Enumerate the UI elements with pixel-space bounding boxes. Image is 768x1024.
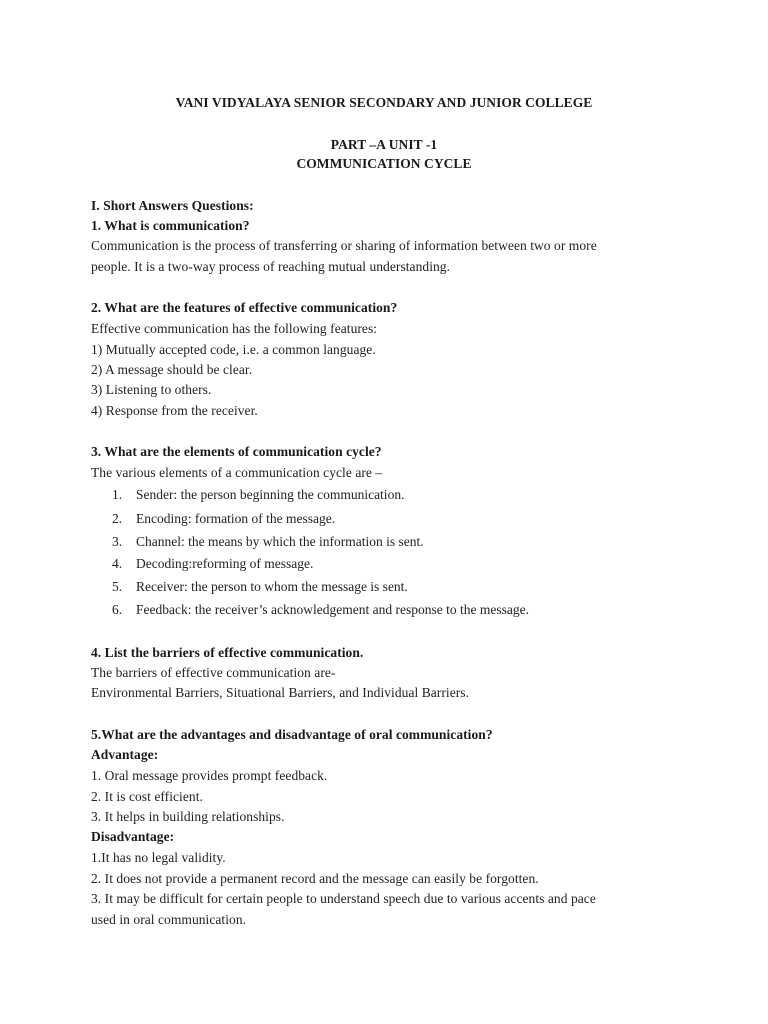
- question-4: 4. List the barriers of effective communication.: [91, 645, 364, 660]
- answer-3-intro: The various elements of a communication cycle are –: [91, 465, 383, 480]
- answer-2-intro: Effective communication has the following features:: [91, 321, 378, 336]
- feature-item: 1) Mutually accepted code, i.e. a common language.: [91, 342, 376, 357]
- disadvantage-item: 2. It does not provide a permanent record and the message can easily be forgotten.: [91, 871, 539, 886]
- list-item-number: 3.: [112, 534, 123, 549]
- question-5: 5.What are the advantages and disadvantage of oral communication?: [91, 727, 493, 742]
- school-title: VANI VIDYALAYA SENIOR SECONDARY AND JUNIOR COLLEGE: [175, 95, 593, 110]
- disadvantage-heading: Disadvantage:: [91, 829, 175, 844]
- answer-1-line: Communication is the process of transferring or sharing of information between two or more: [91, 238, 597, 253]
- question-3: 3. What are the elements of communication cycle?: [91, 444, 382, 459]
- question-1: 1. What is communication?: [91, 218, 250, 233]
- question-2: 2. What are the features of effective communication?: [91, 300, 398, 315]
- part-unit-heading: PART –A UNIT -1: [330, 137, 438, 152]
- feature-item: 3) Listening to others.: [91, 382, 212, 397]
- list-item-number: 2.: [112, 511, 123, 526]
- disadvantage-item: 1.It has no legal validity.: [91, 850, 226, 865]
- section-title: I. Short Answers Questions:: [91, 198, 254, 213]
- list-item: Encoding: formation of the message.: [136, 511, 336, 526]
- answer-4-line: Environmental Barriers, Situational Barriers, and Individual Barriers.: [91, 685, 470, 700]
- list-item-number: 5.: [112, 579, 123, 594]
- disadvantage-item: used in oral communication.: [91, 912, 247, 927]
- advantage-heading: Advantage:: [91, 747, 159, 762]
- topic-heading: COMMUNICATION CYCLE: [296, 156, 472, 171]
- advantage-item: 1. Oral message provides prompt feedback.: [91, 768, 328, 783]
- answer-4-line: The barriers of effective communication are-: [91, 665, 336, 680]
- list-item: Decoding:reforming of message.: [136, 556, 314, 571]
- list-item: Feedback: the receiver’s acknowledgement and response to the message.: [136, 602, 529, 617]
- list-item: Receiver: the person to whom the message is sent.: [136, 579, 408, 594]
- answer-1-line: people. It is a two-way process of reaching mutual understanding.: [91, 259, 451, 274]
- advantage-item: 2. It is cost efficient.: [91, 789, 203, 804]
- disadvantage-item: 3. It may be difficult for certain people to understand speech due to various accents and pace: [91, 891, 596, 906]
- list-item-number: 6.: [112, 602, 123, 617]
- advantage-item: 3. It helps in building relationships.: [91, 809, 285, 824]
- list-item: Channel: the means by which the information is sent.: [136, 534, 424, 549]
- list-item-number: 4.: [112, 556, 123, 571]
- feature-item: 2) A message should be clear.: [91, 362, 253, 377]
- list-item-number: 1.: [112, 487, 123, 502]
- feature-item: 4) Response from the receiver.: [91, 403, 258, 418]
- list-item: Sender: the person beginning the communication.: [136, 487, 405, 502]
